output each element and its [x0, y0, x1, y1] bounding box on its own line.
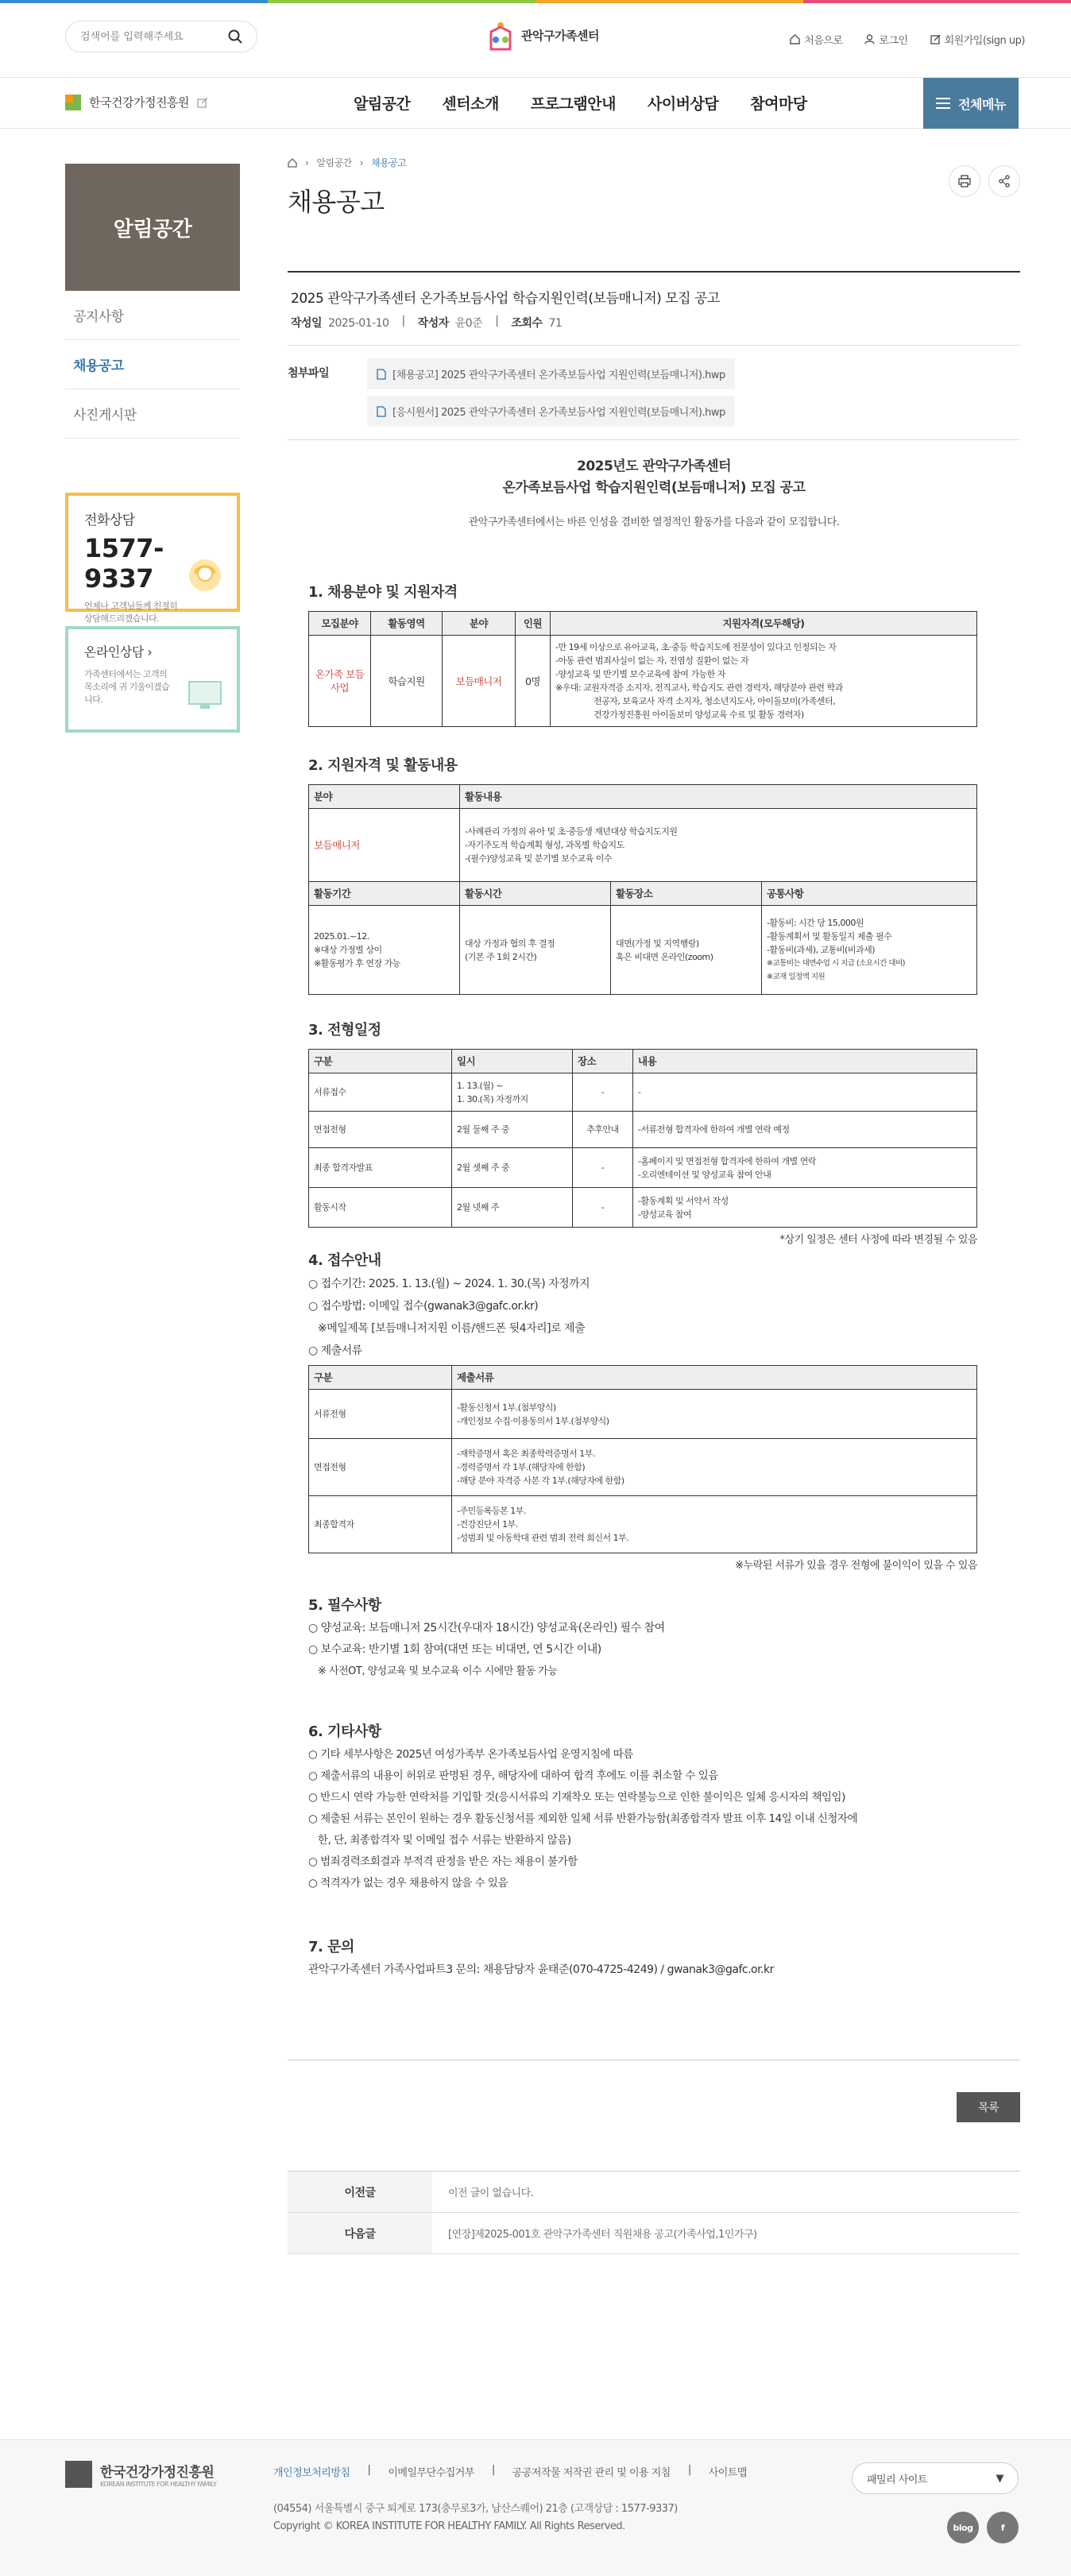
table-cell: 학습지원: [371, 636, 443, 727]
site-logo[interactable]: [486, 21, 599, 49]
table-cell: 면접전형: [309, 1439, 452, 1496]
section-7-title: 7. 문의: [308, 1939, 354, 1955]
footer-address: [273, 2501, 678, 2535]
page-title: 채용공고: [288, 187, 385, 217]
time-line: 대상 가정과 협의 후 결정: [465, 938, 555, 949]
facebook-icon[interactable]: f: [987, 2512, 1019, 2543]
table-header: 제출서류: [452, 1366, 977, 1390]
signup-link-label: 회원가입(sign up): [944, 35, 1025, 47]
table-header: 분야: [443, 612, 516, 636]
post-meta: [291, 315, 1017, 331]
table-header: 구분: [309, 1050, 452, 1073]
hamburger-icon: [936, 98, 950, 109]
table-header: 활동내용: [460, 785, 977, 809]
list-item: ○ 반드시 연락 가능한 연락처를 기입할 것(응시서류의 기재착오 또는 연락불능으로 인한 불이익은 일체 응시자의 책임임): [308, 1791, 845, 1804]
all-menu-button[interactable]: [923, 78, 1019, 129]
content-title-line2: 온가족보듬사업 학습지원인력(보듬매니저) 모집 공고: [502, 480, 806, 496]
document-line: -개인정보 수집·이용동의서 1부.(첨부양식): [457, 1415, 609, 1426]
sidebar-item-gallery[interactable]: 사진게시판: [65, 389, 240, 439]
table-cell: -서류전형 합격자에 한하여 개별 연락 예정: [633, 1112, 977, 1148]
list-button[interactable]: 목록: [957, 2092, 1020, 2122]
table-cell: -: [573, 1148, 633, 1188]
table-header: 공통사항: [762, 882, 977, 906]
schedule-note: *상기 일정은 센터 사정에 따라 변경될 수 있음: [779, 1234, 977, 1246]
sns-links: [947, 2512, 1019, 2543]
footer: [0, 2439, 1071, 2576]
list-item: ○ 범죄경력조회결과 부적격 판정을 받은 자는 채용이 불가함: [308, 1855, 578, 1868]
search-input[interactable]: [80, 31, 223, 43]
counselor-icon: [188, 558, 222, 593]
content-intro: 관악구가족센터에서는 바른 인성을 겸비한 열정적인 활동가를 다음과 같이 모집합니다.: [468, 516, 840, 528]
table-cell: 온가족 보듬사업: [309, 636, 371, 727]
sidebar-item-recruit[interactable]: 채용공고: [65, 340, 240, 389]
section-6: [308, 1720, 999, 1894]
list-item: ○ 접수방법: 이메일 접수(gwanak3@gafc.or.kr): [308, 1300, 539, 1313]
requirement-line: 전공자, 보육교사 자격 소지자, 청소년지도사, 아이돌보미(가족센터,: [593, 696, 836, 706]
documents-table: [308, 1365, 977, 1553]
section-3-title: 3. 전형일정: [308, 1022, 381, 1039]
main-content: [288, 156, 1020, 2254]
table-cell-time: [460, 906, 611, 995]
table-cell: 추후안내: [573, 1112, 633, 1148]
document-line: -재학증명서 혹은 최종학력증명서 1부.: [457, 1449, 595, 1459]
gnb-item-about[interactable]: 센터소개: [442, 95, 499, 113]
table-cell: -: [633, 1073, 977, 1112]
footer-link-copyright[interactable]: 공공저작물 저작권 관리 및 이용 지침: [512, 2467, 671, 2479]
post-title: 2025 관악구가족센터 온가족보듬사업 학습지원인력(보듬매니저) 모집 공고: [291, 291, 720, 307]
table-header: 구분: [309, 1366, 452, 1390]
table-cell: 서류전형: [309, 1390, 452, 1439]
post-date: [291, 315, 389, 331]
login-link[interactable]: [864, 32, 907, 47]
period-line: ※활동평가 후 연장 가능: [314, 958, 400, 969]
prev-post-row: [288, 2172, 1020, 2213]
search-box[interactable]: [65, 21, 257, 52]
list-item: ○ 제출서류의 내용이 허위로 판명된 경우, 해당자에 대하여 합격 후에도 이를 취소할 수 있음: [308, 1770, 718, 1782]
section-5: [308, 1594, 999, 1682]
section-3: [308, 1019, 999, 1246]
table-header: 인원: [516, 612, 551, 636]
table-cell: -: [573, 1073, 633, 1112]
place-line: 대면(가정 및 지역행랑): [616, 938, 699, 949]
section-6-title: 6. 기타사항: [308, 1723, 381, 1740]
date-value: 2025-01-10: [328, 317, 389, 330]
table-cell: [452, 1073, 573, 1112]
section-5-title: 5. 필수사항: [308, 1597, 381, 1614]
content-title-line1: 2025년도 관악구가족센터: [576, 458, 732, 474]
section-4-title: 4. 접수안내: [308, 1252, 381, 1269]
post-view: [288, 271, 1020, 2254]
receipt-info-list: [308, 1273, 999, 1362]
online-counsel-title-text: 온라인상담: [84, 644, 144, 659]
home-link[interactable]: [790, 32, 842, 47]
footer-link-divider: |: [367, 2464, 371, 2476]
section-1-title: 1. 채용분야 및 지원자격: [308, 584, 458, 601]
table-header: 활동시간: [460, 882, 611, 906]
search-icon[interactable]: [228, 29, 242, 44]
sidebar-item-notice[interactable]: 공지사항: [65, 291, 240, 340]
print-icon: [958, 175, 971, 188]
content-title: [308, 456, 999, 499]
schedule-content-line: -홈페이지 및 면접전형 합격자에 한하여 개별 연락: [638, 1155, 816, 1166]
prev-post-text: 이전 글이 없습니다.: [448, 2187, 534, 2199]
common-line: ※교재 일정액 지원: [767, 973, 825, 981]
footer-link-divider: |: [687, 2464, 691, 2476]
footer-org-en: KOREAN INSTITUTE FOR HEALTHY FAMILY: [100, 2481, 217, 2488]
document-line: -경력증명서 각 1부.(해당자에 한함): [457, 1462, 586, 1472]
list-item: ○ 적격자가 없는 경우 채용하지 않을 수 있음: [308, 1877, 508, 1889]
post-author: [418, 315, 483, 331]
activity-line: -(필수)양성교육 및 분기별 보수교육 이수: [465, 853, 613, 864]
home-link-label: 처음으로: [804, 35, 843, 47]
footer-logo: [65, 2461, 216, 2488]
all-menu-label: 전체메뉴: [958, 96, 1006, 112]
table-header: 활동장소: [611, 882, 762, 906]
sidebar-title: 알림공간: [65, 164, 240, 291]
breadcrumb-item-current[interactable]: 채용공고: [371, 157, 407, 168]
table-cell-requirements: [551, 636, 977, 727]
table-cell: [452, 1390, 977, 1439]
date-label: 작성일: [291, 317, 323, 330]
sidebar: [65, 164, 240, 733]
phone-counsel-box[interactable]: [65, 493, 240, 624]
activity-table: [308, 784, 977, 995]
next-post-label: 다음글: [288, 2213, 432, 2253]
schedule-date-line: 1. 30.(목) 자정까지: [457, 1093, 528, 1104]
table-cell: 0명: [516, 636, 551, 727]
requirement-line: -양성교육 및 반기별 보수교육에 참여 가능한 자: [555, 669, 725, 679]
file-list: [367, 358, 735, 427]
global-navigation: [0, 78, 1071, 129]
post-footer: [288, 2060, 1020, 2171]
footer-logo-icon: [65, 2461, 92, 2488]
share-button[interactable]: [988, 165, 1020, 197]
table-header: 장소: [573, 1050, 633, 1073]
table-cell-activities: [460, 809, 977, 882]
monitor-icon: [188, 680, 222, 712]
table-cell: 서류접수: [309, 1073, 452, 1112]
requirement-line: ※우대: 교원자격증 소지자, 전직교사, 학습지도 관련 경력자, 해당분야 관련 학과: [555, 683, 843, 693]
views-value: 71: [548, 317, 563, 330]
online-counsel-title: [84, 642, 221, 660]
breadcrumb: [288, 156, 1020, 169]
gnb-item-counsel[interactable]: 사이버상담: [647, 95, 719, 113]
schedule-content-line: -오리엔테이션 및 양성교육 참여 안내: [638, 1169, 771, 1180]
period-line: 2025.01.~12.: [314, 931, 369, 942]
family-site-label: 패밀리 사이트: [867, 2474, 927, 2486]
breadcrumb-item-notice[interactable]: 알림공간: [316, 157, 352, 168]
user-icon: [864, 34, 875, 44]
gnb-item-notice[interactable]: 알림공간: [354, 95, 411, 113]
table-header: 모집분야: [309, 612, 371, 636]
phone-counsel-title: 전화상담: [84, 512, 135, 528]
file-icon: [377, 369, 386, 380]
document-line: -주민등록등본 1부.: [457, 1506, 526, 1516]
signup-link[interactable]: [930, 32, 1025, 47]
attachments-label: 첨부파일: [288, 367, 330, 380]
breadcrumb-separator: ›: [359, 157, 363, 168]
attachment-file[interactable]: [367, 396, 735, 427]
common-line: ※교통비는 대면수업 시 지급 (소요시간 대비): [767, 959, 905, 968]
login-link-label: 로그인: [879, 35, 908, 47]
footer-link-divider: |: [491, 2464, 495, 2476]
section-2: [308, 754, 999, 995]
schedule-table: [308, 1049, 977, 1228]
phone-number: 1577-9337: [84, 533, 164, 594]
table-cell: [452, 1439, 977, 1496]
post-navigation: [288, 2171, 1020, 2254]
required-list: [308, 1618, 999, 1682]
common-line: -활동계획서 및 활동일지 제출 필수: [767, 931, 892, 942]
table-cell: 활동시작: [309, 1188, 452, 1228]
table-cell: [452, 1496, 977, 1553]
document-line: -해당 분야 자격증 사본 각 1부.(해당자에 한함): [457, 1476, 624, 1486]
document-line: -성범죄 및 아동학대 관련 범죄 전력 회신서 1부.: [457, 1533, 629, 1543]
table-cell: 2월 셋째 주 중: [452, 1148, 573, 1188]
org-logo-icon: [65, 95, 81, 110]
table-cell-place: [611, 906, 762, 995]
author-value: 윤0준: [454, 317, 483, 330]
common-line: -활동비(과세), 교통비(비과세): [767, 945, 876, 955]
list-item: ○ 접수기간: 2025. 1. 13.(월) ~ 2024. 1. 30.(목) 자정까지: [308, 1278, 590, 1290]
place-line: 혹은 비대면 온라인(zoom): [616, 951, 713, 962]
post-content: [288, 440, 1020, 1993]
next-post-row[interactable]: [288, 2213, 1020, 2254]
family-site-select[interactable]: [852, 2462, 1019, 2494]
post-views: [511, 315, 562, 331]
blog-icon[interactable]: blog: [947, 2512, 979, 2543]
prev-post-label: 이전글: [288, 2172, 432, 2212]
utility-header: [0, 3, 1071, 78]
list-item: ○ 제출된 서류는 본인이 원하는 경우 활동신청서를 제외한 일체 서류 반환가능함(최종합격자 발표 이후 14일 이내 신청자에: [308, 1812, 858, 1825]
share-icon: [998, 175, 1011, 188]
footer-org-name: 한국건강가정진흥원: [100, 2465, 215, 2481]
views-label: 조회수: [511, 317, 543, 330]
list-item: ○ 기타 세부사항은 2025년 여성가족부 온가족보듬사업 운영지침에 따름: [308, 1748, 633, 1761]
requirement-line: -아동 관련 범죄사실이 없는 자, 전염성 질환이 없는 자: [555, 656, 749, 666]
footer-links: [273, 2464, 747, 2479]
next-post-link[interactable]: [연장]제2025-001호 관악구가족센터 직원채용 공고(가족사업,1인가구): [448, 2229, 757, 2241]
family-center-logo-icon: [486, 21, 515, 49]
schedule-content-line: -양성교육 참여: [638, 1209, 692, 1220]
edit-icon: [930, 34, 941, 44]
requirement-line: -만 19세 이상으로 유아교육, 초·중등 학습지도에 전문성이 있다고 인정되는 자: [555, 642, 837, 652]
attachment-file-name: [응시원서] 2025 관악구가족센터 온가족보듬사업 지원인력(보듬매니저).hwp: [392, 407, 725, 419]
table-cell: 보듬매니저: [443, 636, 516, 727]
util-links: [790, 32, 1025, 47]
gnb-item-program[interactable]: 프로그램안내: [530, 95, 616, 113]
page-tools: [949, 165, 1020, 197]
meta-divider: |: [401, 315, 405, 327]
table-cell: 보듬매니저: [309, 809, 460, 882]
document-line: -활동신청서 1부.(첨부양식): [457, 1402, 556, 1413]
table-header: 분야: [309, 785, 460, 809]
file-icon: [377, 406, 386, 417]
table-header: 일시: [452, 1050, 573, 1073]
list-item: ○ 양성교육: 보듬매니저 25시간(우대자 18시간) 양성교육(온라인) 필수 참여: [308, 1622, 665, 1634]
gnb-item-participation[interactable]: 참여마당: [750, 95, 807, 113]
table-cell: 최종 합격자발표: [309, 1148, 452, 1188]
author-label: 작성자: [417, 317, 449, 330]
attachment-file[interactable]: [367, 358, 735, 389]
external-link-icon: [197, 97, 208, 108]
org-link[interactable]: [65, 94, 208, 110]
section-4: [308, 1249, 999, 1572]
list-item: ※ 사전OT, 양성교육 및 보수교육 이수 시에만 활동 가능: [318, 1665, 558, 1677]
online-counsel-box[interactable]: [65, 626, 240, 733]
attachment-file-name: [채용공고] 2025 관악구가족센터 온가족보듬사업 지원인력(보듬매니저).hwp: [392, 369, 725, 381]
table-cell: 면접전형: [309, 1112, 452, 1148]
list-item: ○ 보수교육: 반기별 1회 참여(대면 또는 비대면, 연 5시간 이내): [308, 1643, 601, 1656]
table-cell: -: [573, 1188, 633, 1228]
schedule-content-line: -활동계획 및 서약서 작성: [638, 1195, 729, 1206]
section-1: [308, 581, 999, 727]
list-item: ※메일제목 [보듬매니저지원 이름/핸드폰 뒷4자리]로 제출: [318, 1322, 586, 1335]
gnb-menu: [354, 92, 807, 114]
section-2-title: 2. 지원자격 및 활동내용: [308, 757, 458, 774]
table-header: 내용: [633, 1050, 977, 1073]
table-cell: 2월 둘째 주 중: [452, 1112, 573, 1148]
list-item: 한, 단, 최종합격자 및 이메일 접수 서류는 반환하지 않음): [318, 1834, 571, 1847]
table-header: 활동영역: [371, 612, 443, 636]
logo-text: 관악구가족센터: [521, 28, 599, 43]
footer-link-sitemap[interactable]: 사이트맵: [708, 2467, 747, 2479]
table-header: 활동기간: [309, 882, 460, 906]
caret-down-icon: ▼: [996, 2472, 1003, 2485]
table-cell-common: [762, 906, 977, 995]
requirement-line: 건강가정진흥원 아이돌보미 양성교육 수료 및 활동 경력자): [593, 710, 804, 720]
period-line: ※대상 가정별 상이: [314, 945, 382, 955]
phone-counsel-desc: 언제나 고객님들께 친절히 상담해드리겠습니다.: [84, 601, 178, 624]
table-cell: [633, 1148, 977, 1188]
activity-line: -사례관리 가정의 유아 및 초·중등생 재년대상 학습지도지원: [465, 826, 678, 837]
post-header: [288, 273, 1020, 346]
table-header: 지원자격(모두해당): [551, 612, 977, 636]
activity-line: -자기주도적 학습계획 형성, 과목별 학습지도: [465, 840, 624, 850]
list-item: ○ 제출서류: [308, 1344, 362, 1357]
print-button[interactable]: [949, 165, 980, 197]
meta-divider: |: [495, 315, 499, 327]
home-icon: [790, 34, 800, 44]
footer-link-email[interactable]: 이메일무단수집거부: [388, 2467, 474, 2479]
org-name: 한국건강가정진흥원: [89, 95, 189, 110]
documents-note: ※누락된 서류가 있을 경우 전형에 불이익이 있을 수 있음: [735, 1560, 977, 1572]
table-cell: 2월 넷째 주: [452, 1188, 573, 1228]
copyright-text: Copyright © KOREA INSTITUTE FOR HEALTHY FAMILY. All Rights Reserved.: [273, 2520, 625, 2532]
table-cell: [633, 1188, 977, 1228]
schedule-date-line: 1. 13.(월) ~: [457, 1080, 503, 1091]
contact-text: 관악구가족센터 가족사업파트3 문의: 채용담당자 윤태준(070-4725-4249) / gwanak3@gafc.or.kr: [308, 1963, 774, 1976]
time-line: (기본 주 1회 2시간): [465, 951, 537, 962]
common-line: -활동비: 시간 당 15,000원: [767, 918, 864, 928]
home-icon[interactable]: [288, 158, 297, 168]
etc-list: [308, 1744, 999, 1894]
address-text: (04554) 서울특별시 중구 퇴계로 173(충무로3가, 남산스퀘어) 21층 (고객상담 : 1577-9337): [273, 2503, 678, 2515]
table-cell: 최종합격자: [309, 1496, 452, 1553]
breadcrumb-separator: ›: [305, 157, 309, 168]
attachments: [288, 346, 1020, 440]
online-counsel-desc: 가족센터에서는 고객의 목소리에 귀 기울이겠습니다.: [84, 669, 170, 705]
chevron-right-icon: ›: [147, 644, 153, 659]
recruit-field-table: [308, 611, 977, 727]
footer-link-privacy[interactable]: 개인정보처리방침: [273, 2467, 350, 2479]
document-line: -건강진단서 1부.: [457, 1519, 518, 1530]
table-cell-period: [309, 906, 460, 995]
section-7: [308, 1936, 999, 1977]
